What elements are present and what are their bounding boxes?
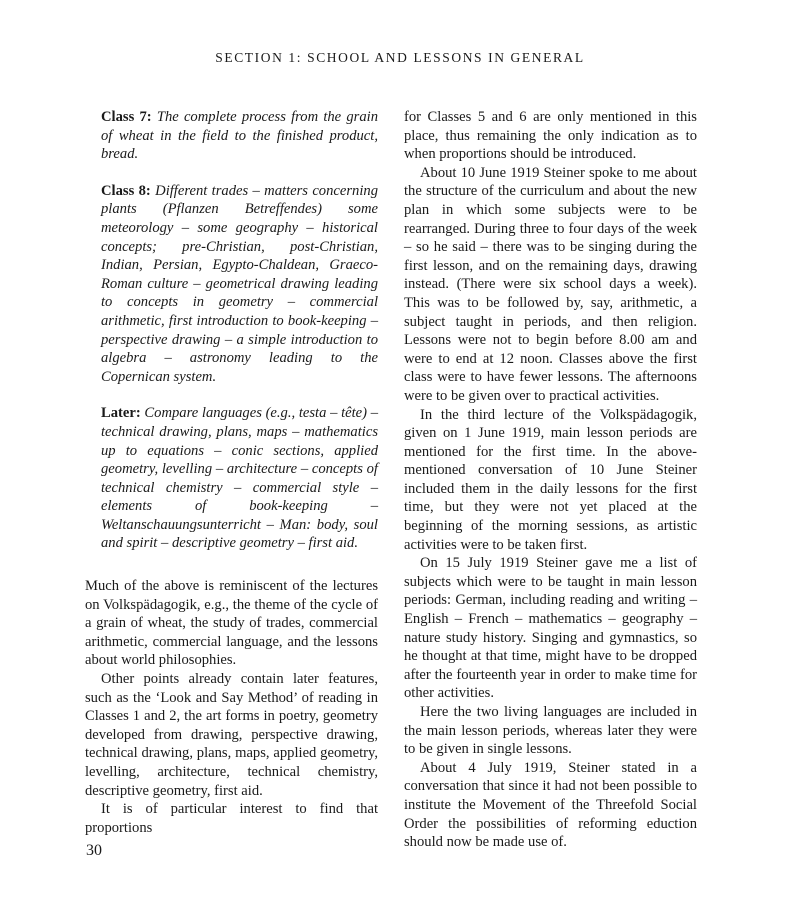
- paragraph: On 15 July 1919 Steiner gave me a list of subjects which were to be taught in main lesson periods: German, including reading and writing – English – French – mathematics – geography – nature study history. Singing and gymnastics, so he thought at that time, might have to be dropped after the fourteenth year in order to make time for other activities.: [404, 555, 697, 702]
- class-label: Class 8:: [101, 182, 151, 199]
- paragraph: About 10 June 1919 Steiner spoke to me about the structure of the curriculum and about the new plan in which some subjects were to be rearranged. During three to four days of the week – so he said – there was to be singing during the first lesson, and on the remaining days, drawing instead. (There were six school days a week). This was to be followed by, say, arithmetic, a subject taught in periods, and then religion. Lessons were not to begin before 8.00 am and were to end at 12 noon. Classes above the first class were to have fewer lessons. The afternoons were to be given over to practical activities.: [404, 164, 697, 404]
- paragraph: Other points already contain later features, such as the ‘Look and Say Method’ of reading in Classes 1 and 2, the art forms in poetry, geometry developed from drawing, perspective drawing, technical drawing, plans, maps, applied geometry, levelling, architecture, technical chemistry, descriptive geometry, first aid.: [85, 671, 378, 799]
- class-label: Class 7:: [101, 109, 152, 125]
- paragraph: for Classes 5 and 6 are only mentioned in this place, thus remaining the only indication as to when proportions should be introduced.: [404, 109, 697, 163]
- later-block: [101, 404, 378, 553]
- paragraph: Here the two living languages are included in the main lesson periods, whereas later they were to be given in single lessons.: [404, 704, 697, 758]
- class-7-block: [101, 108, 378, 164]
- class-8-block: [101, 182, 378, 387]
- class-text: Different trades – matters concerning plants (Pflanzen Betreffendes) some meteorology – some geography – historical concepts; pre-Christian, post-Christian, Indian, Persian, Egypto-Chaldean, Graeco-Roman culture – geometrical drawing leading to concepts in geometry – commercial arithmetic, first introduction to book-keeping – perspective drawing – a simple introduction to algebra – astronomy leading to the Copernican system.: [101, 182, 378, 385]
- running-head: SECTION 1: SCHOOL AND LESSONS IN GENERAL: [215, 50, 585, 65]
- paragraph: It is of particular interest to find that proportions: [85, 801, 378, 836]
- class-text: Compare languages (e.g., testa – tête) – technical drawing, plans, maps – mathematics up to equations – conic sections, applied geometry, levelling – architecture – concepts of technical chemistry – commercial style – elements of book-keeping – Weltanschauungsunterricht – Man: body, soul and spirit – descriptive geometry – first aid.: [101, 405, 378, 552]
- page-number: 30: [86, 842, 102, 859]
- paragraph: About 4 July 1919, Steiner stated in a conversation that since it had not been possible to institute the Movement of the Threefold Social Order the possibilities of reforming eduction should now be made use of.: [404, 759, 697, 851]
- left-column: [85, 108, 378, 837]
- left-body-text: [85, 577, 378, 837]
- class-text: The complete process from the grain of wheat in the field to the finished product, bread.: [101, 109, 378, 163]
- paragraph: Much of the above is reminiscent of the lectures on Volkspädagogik, e.g., the theme of the cycle of a grain of wheat, the study of trades, commercial arithmetic, commercial language, and the lessons about world philosophies.: [85, 578, 378, 669]
- paragraph: In the third lecture of the Volkspädagogik, given on 1 June 1919, main lesson periods are mentioned for the first time. In the above-mentioned conversation of 10 June Steiner included them in the daily lessons for the first time, but they were not yet placed at the beginning of the morning sessions, as artistic activities were to be taken first.: [404, 406, 697, 553]
- class-label: Later:: [101, 405, 141, 422]
- right-column: [404, 108, 697, 852]
